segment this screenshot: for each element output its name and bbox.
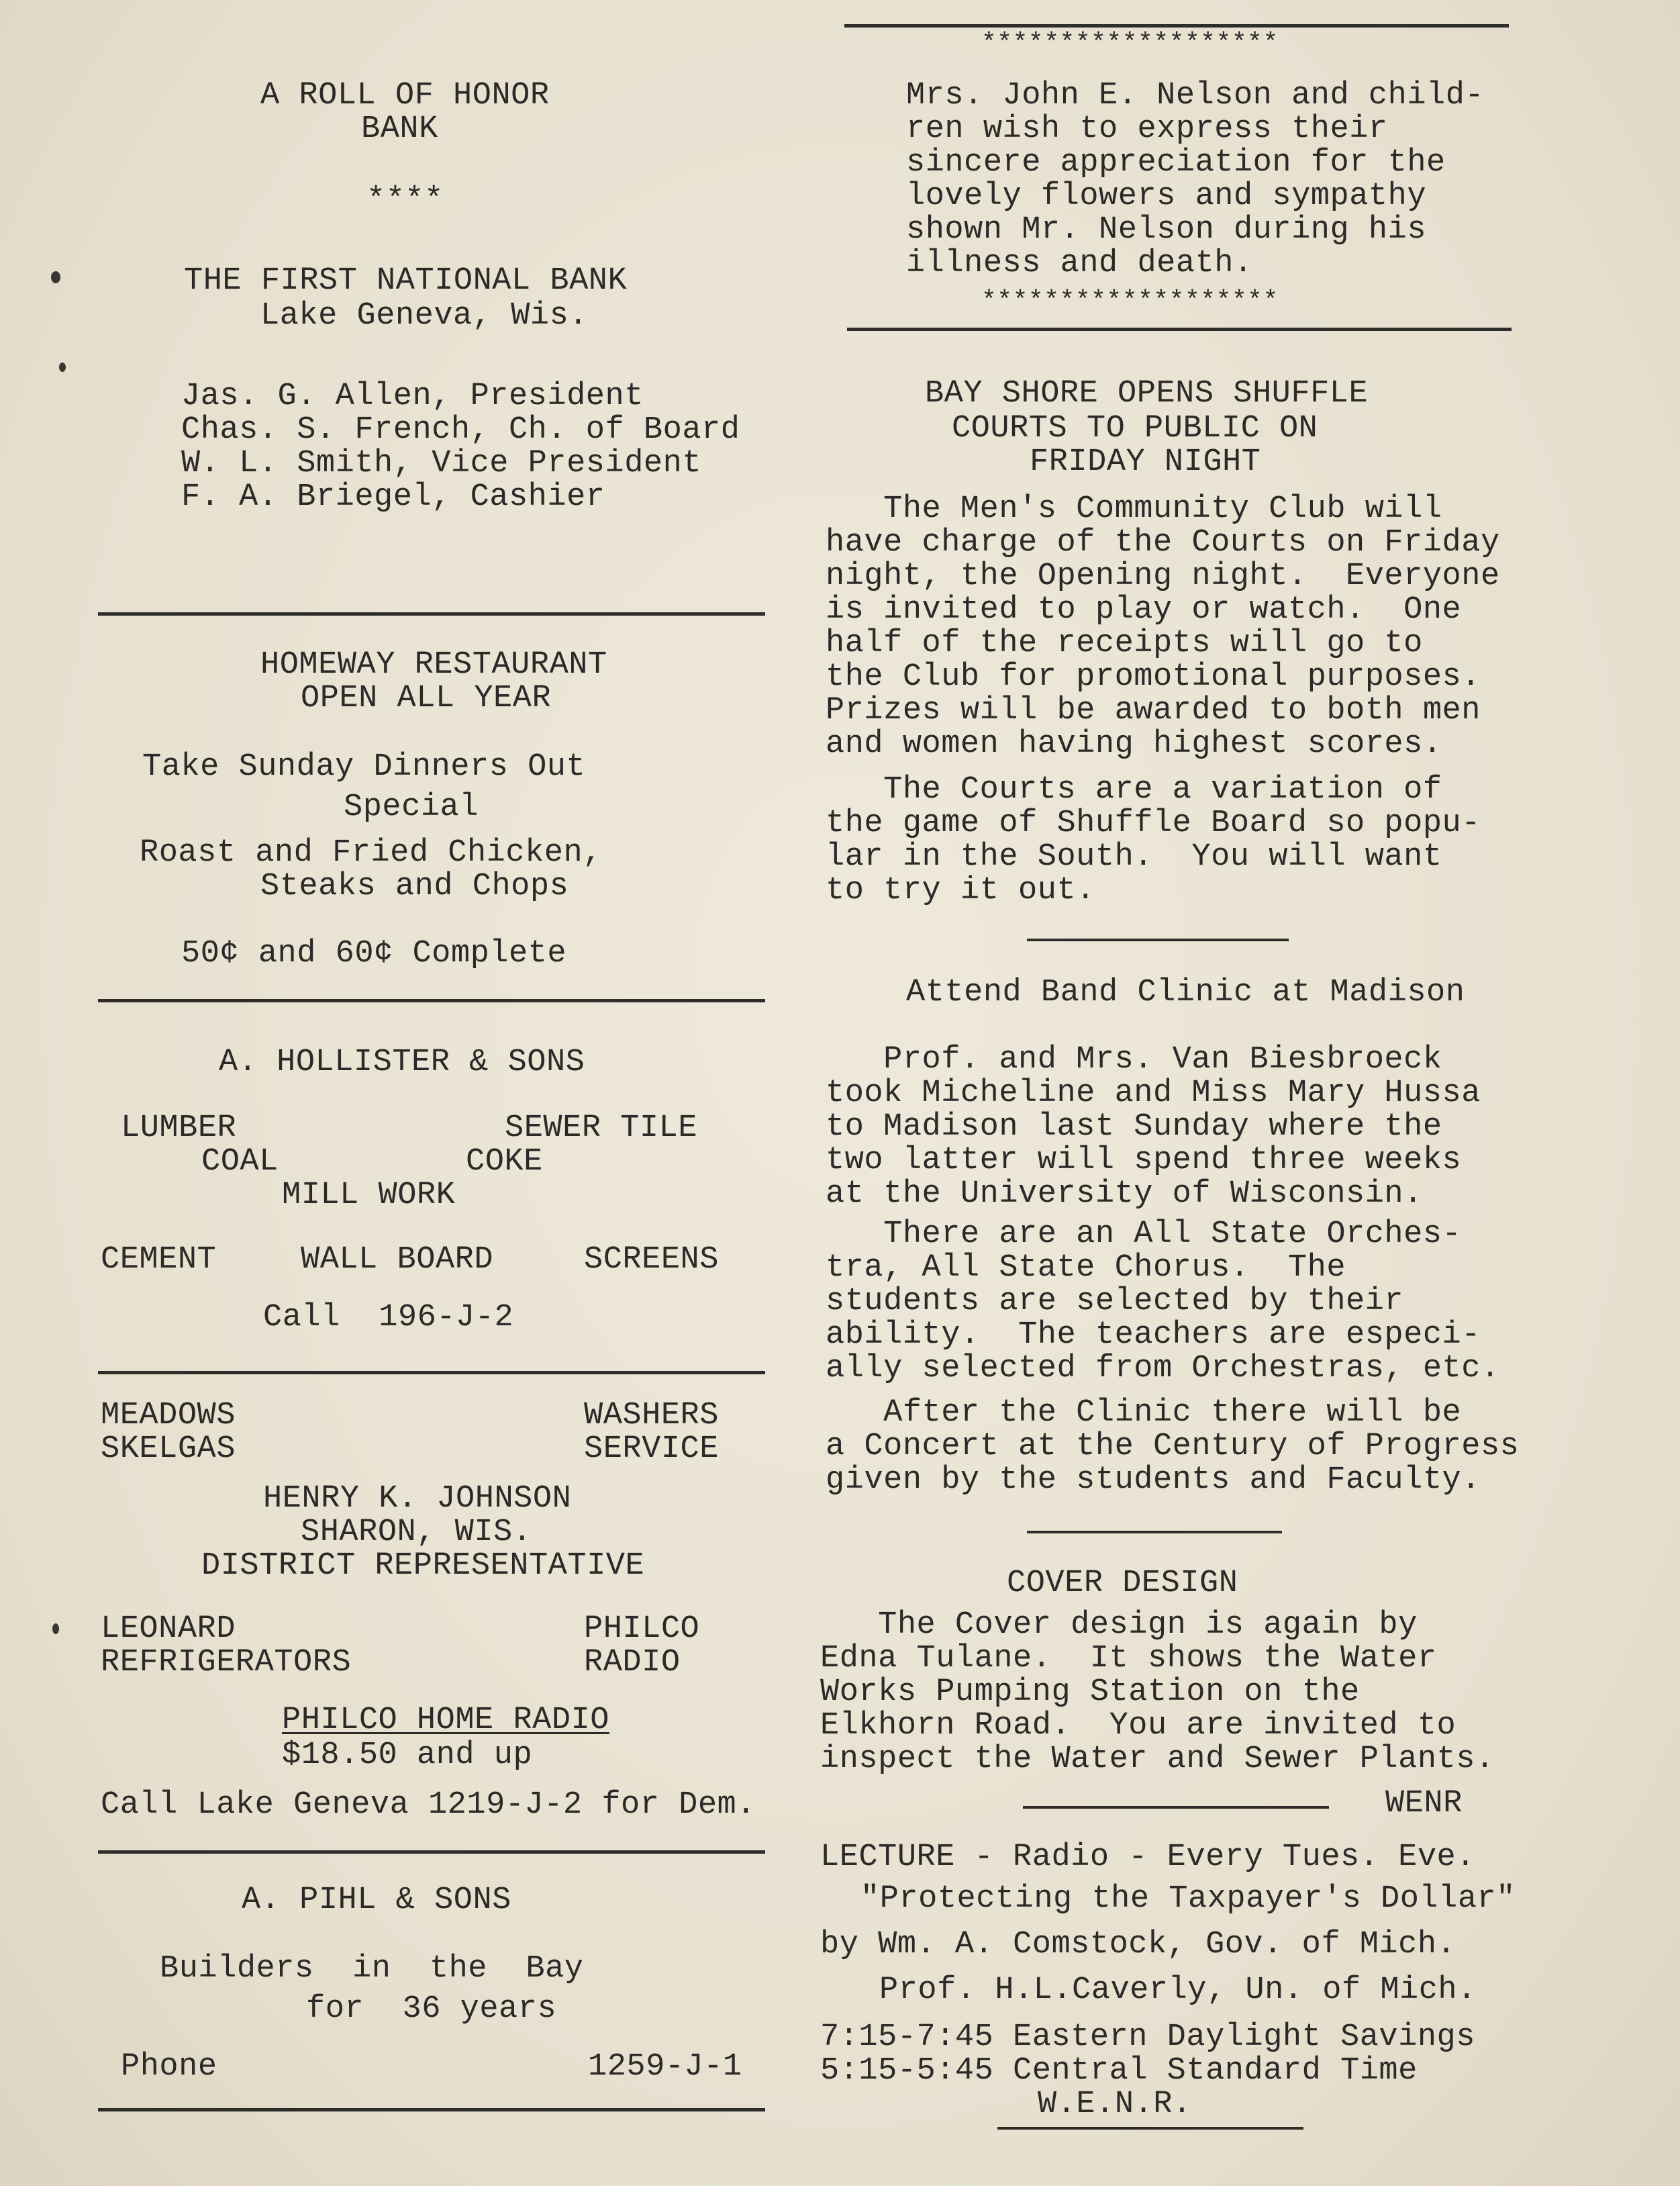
wenr-prof: Prof. H.L.Caverly, Un. of Mich. [879,1973,1477,2008]
divider [98,612,765,616]
notice-line: sincere appreciation for the [906,145,1446,181]
hollister-name: A. HOLLISTER & SONS [219,1045,585,1080]
band-text: a Concert at the Century of Progress [826,1429,1520,1464]
bank-officer: W. L. Smith, Vice President [181,446,702,481]
cover-text: Edna Tulane. It shows the Water [820,1641,1437,1676]
johnson-town: SHARON, WIS. [301,1515,532,1550]
cover-text: Elkhorn Road. You are invited to [820,1708,1456,1744]
wenr-lecture: LECTURE - Radio - Every Tues. Eve. [820,1840,1475,1875]
wenr-time: 5:15-5:45 Central Standard Time [820,2053,1418,2089]
band-text: at the University of Wisconsin. [826,1176,1423,1212]
shuffle-text: have charge of the Courts on Friday [826,525,1500,561]
hollister-item: COKE [466,1144,543,1180]
band-text: two latter will spend three weeks [826,1143,1462,1178]
restaurant-price: 50¢ and 60¢ Complete [181,936,567,971]
restaurant-line: Steaks and Chops [260,869,569,904]
punch-mark [51,271,60,283]
divider [98,999,765,1002]
divider [997,2127,1303,2130]
restaurant-name: HOMEWAY RESTAURANT [260,647,607,683]
shuffle-text: half of the receipts will go to [826,626,1423,661]
johnson-price: $18.50 and up [282,1738,533,1773]
wenr-by: by Wm. A. Comstock, Gov. of Mich. [820,1927,1456,1962]
hollister-item: COAL [201,1144,279,1180]
shuffle-headline: BAY SHORE OPENS SHUFFLE [925,376,1369,412]
band-text: tra, All State Chorus. The [826,1250,1346,1286]
bank-officer: Chas. S. French, Ch. of Board [181,412,740,448]
restaurant-line: Take Sunday Dinners Out [142,749,586,785]
bank-title-line2: BANK [361,111,438,147]
divider [847,328,1512,331]
band-text: After the Clinic there will be [826,1395,1462,1431]
band-text: ally selected from Orchestras, etc. [826,1351,1500,1386]
restaurant-line: Roast and Fried Chicken, [140,835,602,871]
band-headline: Attend Band Clinic at Madison [906,975,1465,1010]
johnson-home-radio: PHILCO HOME RADIO [282,1703,609,1738]
cover-text: inspect the Water and Sewer Plants. [820,1742,1495,1777]
pihl-phone: 1259-J-1 [588,2049,742,2085]
shuffle-headline: COURTS TO PUBLIC ON [952,411,1318,446]
johnson-item: SKELGAS [101,1431,236,1467]
hollister-item: WALL BOARD [301,1242,494,1278]
wenr-label: WENR [1385,1786,1463,1821]
hollister-item: SEWER TILE [505,1110,698,1146]
bank-officer: F. A. Briegel, Cashier [181,479,605,515]
pihl-line: Builders in the Bay [160,1951,584,1987]
johnson-item: LEONARD [101,1611,236,1647]
shuffle-text: lar in the South. You will want [826,839,1442,875]
band-text: given by the students and Faculty. [826,1462,1481,1498]
bank-name: THE FIRST NATIONAL BANK [184,263,628,299]
divider [1027,939,1289,941]
divider [98,1850,765,1854]
bank-location: Lake Geneva, Wis. [260,298,588,334]
cover-text: The Cover design is again by [820,1607,1418,1643]
shuffle-text: The Courts are a variation of [826,772,1442,808]
wenr-topic: "Protecting the Taxpayer's Dollar" [860,1881,1516,1917]
johnson-call: Call Lake Geneva 1219-J-2 for Dem. [101,1787,756,1823]
shuffle-text: the game of Shuffle Board so popu- [826,806,1481,841]
wenr-time: 7:15-7:45 Eastern Daylight Savings [820,2019,1475,2055]
johnson-role: DISTRICT REPRESENTATIVE [201,1548,645,1584]
johnson-name: HENRY K. JOHNSON [263,1481,572,1517]
band-text: took Micheline and Miss Mary Hussa [826,1076,1481,1111]
hollister-item: CEMENT [101,1242,217,1278]
punch-mark [59,363,66,372]
hollister-item: LUMBER [121,1110,237,1146]
shuffle-text: the Club for promotional purposes. [826,659,1481,695]
hollister-call: Call 196-J-2 [263,1300,514,1335]
johnson-item: REFRIGERATORS [101,1645,352,1680]
cover-text: Works Pumping Station on the [820,1674,1360,1710]
restaurant-line: Special [344,790,479,825]
notice-line: ren wish to express their [906,111,1388,147]
divider [1023,1806,1329,1809]
johnson-item: RADIO [584,1645,681,1680]
notice-stars-top: ******************* [981,29,1279,58]
shuffle-text: The Men's Community Club will [826,491,1442,527]
divider [1027,1531,1282,1533]
cover-headline: COVER DESIGN [1007,1566,1238,1601]
johnson-item: MEADOWS [101,1398,236,1433]
shuffle-text: Prizes will be awarded to both men [826,693,1481,728]
johnson-item: PHILCO [584,1611,700,1647]
pihl-name: A. PIHL & SONS [242,1883,511,1918]
shuffle-text: night, the Opening night. Everyone [826,559,1500,594]
hollister-item: MILL WORK [282,1178,456,1213]
band-text: There are an All State Orches- [826,1217,1462,1252]
band-text: to Madison last Sunday where the [826,1109,1442,1145]
notice-line: shown Mr. Nelson during his [906,212,1427,248]
pihl-phone-label: Phone [121,2049,217,2085]
bank-stars: **** [366,183,444,218]
notice-stars-bottom: ******************* [981,287,1279,316]
bank-title-line1: A ROLL OF HONOR [260,78,550,113]
divider [98,2108,765,2111]
notice-line: Mrs. John E. Nelson and child- [906,78,1485,113]
pihl-line: for 36 years [306,1991,557,2027]
shuffle-text: and women having highest scores. [826,726,1442,762]
restaurant-open: OPEN ALL YEAR [301,681,552,716]
band-text: Prof. and Mrs. Van Biesbroeck [826,1042,1442,1078]
notice-line: illness and death. [906,246,1253,281]
hollister-item: SCREENS [584,1242,719,1278]
notice-line: lovely flowers and sympathy [906,179,1427,214]
shuffle-text: to try it out. [826,873,1095,908]
wenr-station: W.E.N.R. [1038,2087,1192,2122]
shuffle-headline: FRIDAY NIGHT [1030,444,1261,480]
bank-officer: Jas. G. Allen, President [181,379,644,414]
divider [98,1371,765,1374]
johnson-item: WASHERS [584,1398,719,1433]
shuffle-text: is invited to play or watch. One [826,592,1462,628]
johnson-item: SERVICE [584,1431,719,1467]
punch-mark [52,1623,59,1634]
band-text: ability. The teachers are especi- [826,1317,1481,1353]
band-text: students are selected by their [826,1284,1404,1319]
